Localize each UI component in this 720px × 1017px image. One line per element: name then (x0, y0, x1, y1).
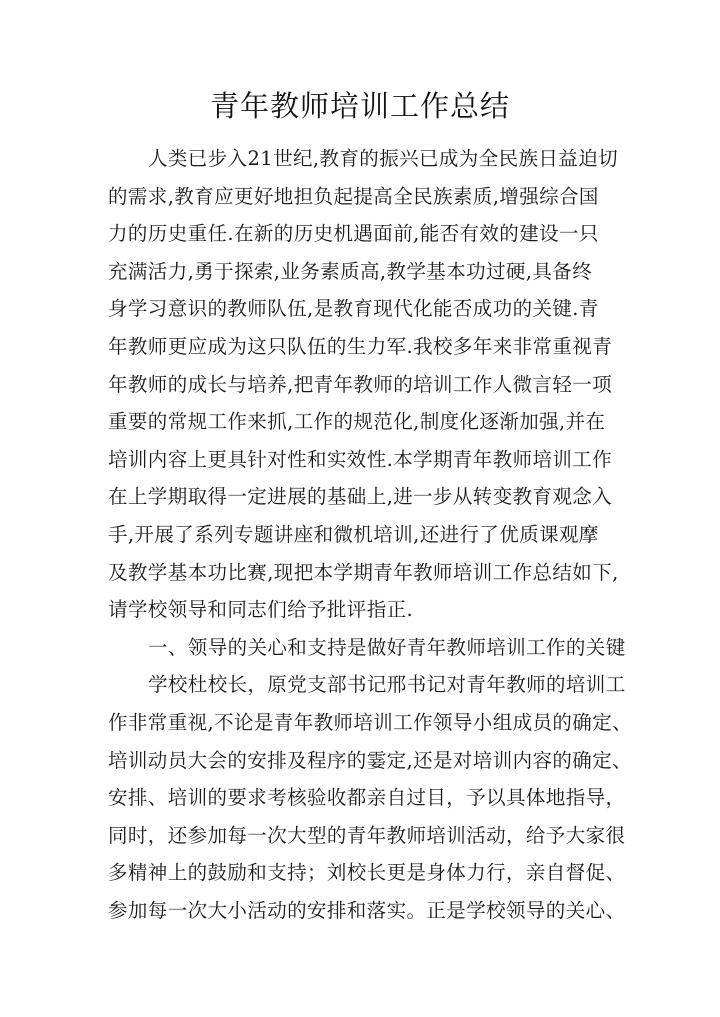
paragraph-line: 力的历史重任.在新的历史机遇面前,能否有效的建设一只 (108, 222, 599, 246)
paragraph-line: 手,开展了系列专题讲座和微机培训,还进行了优质课观摩 (108, 522, 599, 546)
paragraph-line: 作非常重视,不论是青年教师培训工作领导小组成员的确定、 (108, 710, 632, 734)
paragraph-line: 在上学期取得一定进展的基础上,进一步从转变教育观念入 (108, 485, 613, 509)
document-title: 青年教师培训工作总结 (209, 89, 510, 123)
paragraph-line: 学校杜校长，原党支部书记邢书记对青年教师的培训工 (148, 673, 626, 697)
paragraph-line: 多精神上的鼓励和支持；刘校长更是身体力行，亲自督促、 (108, 861, 626, 885)
paragraph-line: 年教师的成长与培养,把青年教师的培训工作人微言轻一项 (108, 372, 613, 396)
paragraph-line: 年教师更应成为这只队伍的生力军.我校多年来非常重视青 (108, 334, 613, 358)
paragraph-line: 安排、培训的要求考核验收都亲自过目，予以具体地指导， (108, 786, 626, 810)
paragraph-line: 重要的常规工作来抓,工作的规范化,制度化逐渐加强,并在 (108, 410, 606, 434)
paragraph-line: 及教学基本功比赛,现把本学期青年教师培训工作总结如下, (108, 560, 619, 584)
paragraph-line: 培训动员大会的安排及程序的霎定,还是对培训内容的确定、 (108, 748, 632, 772)
paragraph-line: 人类已步入21世纪,教育的振兴已成为全民族日益迫切 (148, 147, 619, 170)
paragraph-line: 同时，还参加每一次大型的青年教师培训活动，给予大家很 (108, 823, 626, 847)
paragraph-line: 请学校领导和同志们给予批评指正. (108, 598, 414, 622)
paragraph-line: 的需求,教育应更好地担负起提高全民族素质,增强综合国 (108, 184, 599, 208)
paragraph-line: 参加每一次大小活动的安排和落实。正是学校领导的关心、 (108, 898, 626, 922)
section-heading: 一、领导的关心和支持是做好青年教师培训工作的关键 (148, 635, 626, 659)
paragraph-line: 培训内容上更具针对性和实效性.本学期青年教师培训工作 (108, 447, 613, 471)
document-body (108, 140, 632, 929)
paragraph-line: 充满活力,勇于探索,业务素质高,教学基本功过硬,具备终 (108, 259, 593, 283)
paragraph-line: 身学习意识的教师队伍,是教育现代化能否成功的关键.青 (108, 297, 599, 321)
